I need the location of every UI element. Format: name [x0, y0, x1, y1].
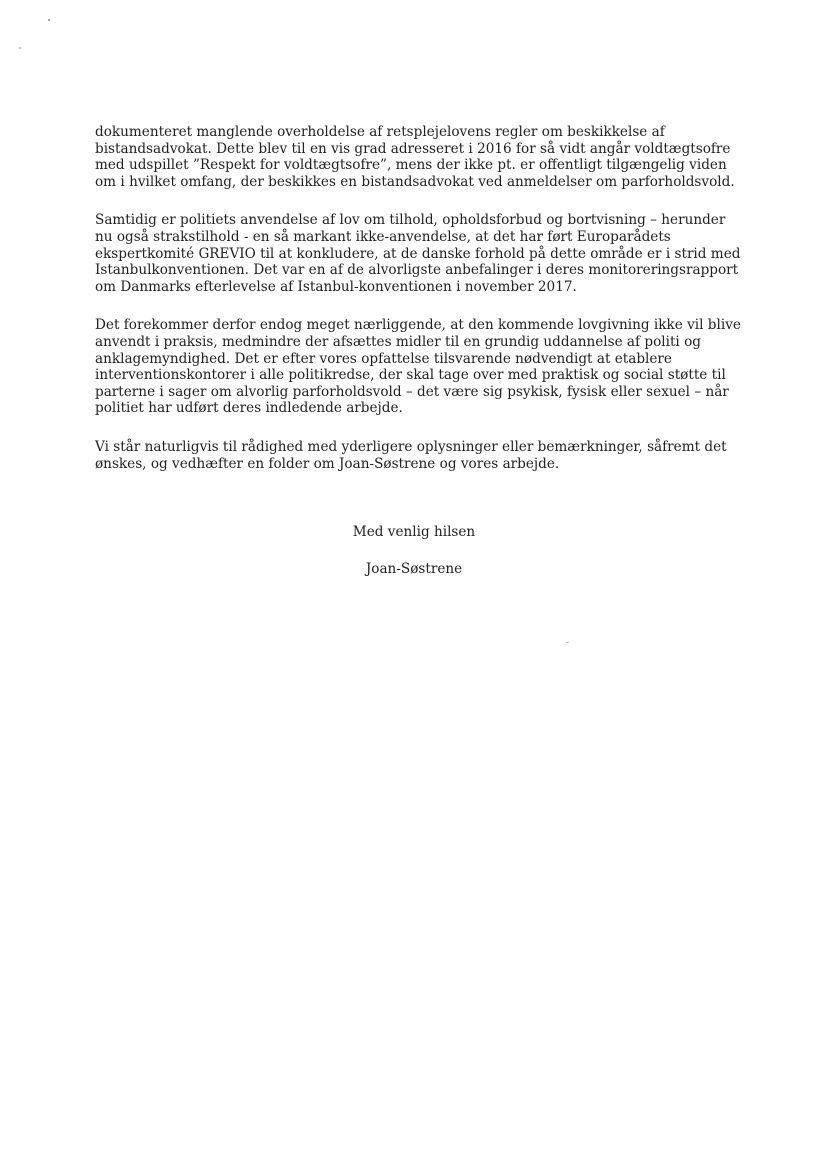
scan-speck: [48, 19, 50, 21]
paragraph-interventionskontorer: Det forekommer derfor endog meget nærliggende, at den kommende lovgivning ikke vil blive anvendt i praksis, medmindre der afsættes midler til en grundig uddannelse af politi og anklagemyndighed. Det er efter vores opfattelse tilsvarende nødvendigt at etablere interventionskontorer i alle politikredse, der skal tage over med praktisk og social støtte til parterne i sager om alvorlig parforholdsvold – det være sig psykisk, fysisk eller sexuel – når politiet har udført deres indledende arbejde.: [95, 317, 741, 417]
closing-greeting: Med venlig hilsen: [352, 524, 476, 540]
paragraph-grevio: Samtidig er politiets anvendelse af lov om tilhold, opholdsforbud og bortvisning – herunder nu også strakstilhold - en så markant ikke-anvendelse, at det har ført Europarådets ekspertkomité GREVIO til at konkludere, at de danske forhold på dette område er i strid med Istanbulkonventionen. Det var en af de alvorligste anbefalinger i deres monitoreringsrapport om Danmarks efterlevelse af Istanbul-konventionen i november 2017.: [95, 212, 741, 295]
closing-signature: Joan-Søstrene: [365, 561, 463, 577]
paragraph-bistandsadvokat: dokumenteret manglende overholdelse af retsplejelovens regler om beskikkelse af bistandsadvokat. Dette blev til en vis grad adresseret i 2016 for så vidt angår voldtægtsofre med udspillet ”Respekt for voldtægtsofre”, mens der ikke pt. er offentligt tilgængelig viden om i hvilket omfang, der beskikkes en bistandsadvokat ved anmeldelser om parforholdsvold.: [95, 124, 735, 190]
scan-speck: [566, 642, 569, 643]
scan-speck: [19, 47, 21, 49]
paragraph-contact-offer: Vi står naturligvis til rådighed med yderligere oplysninger eller bemærkninger, såfremt det ønskes, og vedhæfter en folder om Joan-Søstrene og vores arbejde.: [95, 438, 727, 472]
letter-body: [95, 124, 747, 494]
